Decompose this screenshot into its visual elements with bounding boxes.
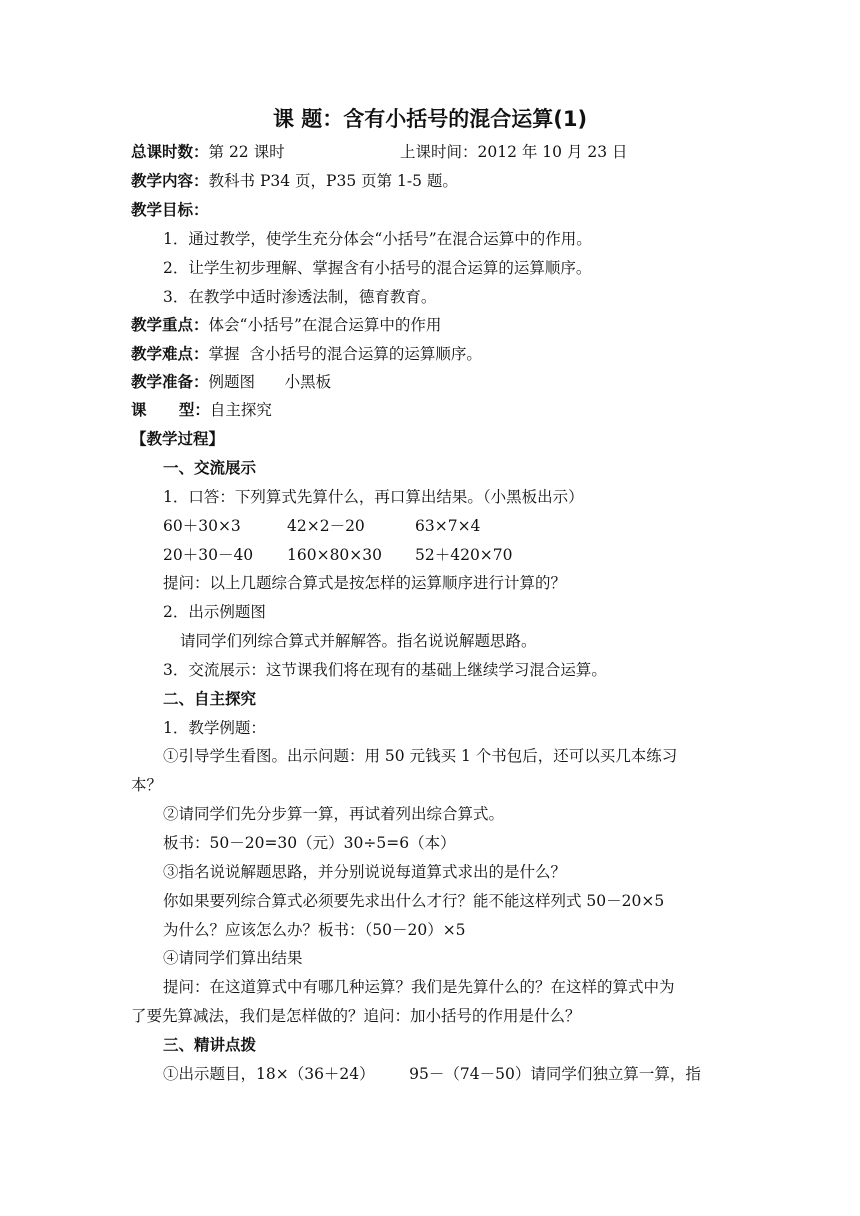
- section2-heading: 二、自主探究: [163, 690, 257, 708]
- difficulty-value: 掌握 含小括号的混合运算的运算顺序。: [208, 345, 482, 363]
- section2-p1a: ①引导学生看图。出示问题：用 50 元钱买 1 个书包后，还可以买几本练习: [163, 747, 678, 765]
- content-label: 教学内容：: [131, 172, 209, 190]
- expr-cell: 52＋420×70: [415, 546, 513, 564]
- section2-p3b: 你如果要列综合算式必须要先求出什么才行？能不能这样列式 50－20×5: [163, 892, 665, 910]
- total-label: 总课时数：: [131, 143, 209, 161]
- section2-board: 板书：50－20=30（元）30÷5=6（本）: [163, 834, 456, 852]
- section1-heading: 一、交流展示: [163, 459, 257, 477]
- meta-total: [131, 142, 285, 162]
- prep-label: 教学准备：: [131, 373, 209, 391]
- process-heading: 【教学过程】: [131, 430, 225, 448]
- goals-heading: 教学目标：: [131, 201, 209, 219]
- content-line: [131, 171, 458, 191]
- section1-q2: 2．出示例题图: [163, 603, 266, 621]
- expr-cell: 20＋30－40: [163, 546, 254, 564]
- section2-p1b: 本？: [131, 776, 163, 794]
- section2-p3c: 为什么？应该怎么办？板书：（50－20）×5: [163, 921, 466, 939]
- page-title: 课 题：含有小括号的混合运算(1): [272, 107, 588, 131]
- section1-q3: 3．交流展示：这节课我们将在现有的基础上继续学习混合运算。: [163, 661, 607, 679]
- total-value: 第 22 课时: [208, 143, 285, 161]
- section2-p5a: 提问：在这道算式中有哪几种运算？我们是先算什么的？在这样的算式中为: [163, 978, 675, 996]
- section2-p5b: 了要先算减法，我们是怎样做的？追问：加小括号的作用是什么？: [131, 1007, 581, 1025]
- section1-q1: 1．口答：下列算式先算什么，再口算出结果。（小黑板出示）: [163, 488, 584, 506]
- type-value: 自主探究: [209, 401, 272, 419]
- key-point-label: 教学重点：: [131, 316, 209, 334]
- section2-p4: ④请同学们算出结果: [163, 949, 303, 967]
- difficulty-label: 教学难点：: [131, 345, 209, 363]
- section2-item1: 1．教学例题：: [163, 719, 266, 737]
- goals-label: [131, 200, 209, 220]
- prep-value: 例题图 小黑板: [208, 373, 332, 391]
- expr-cell: 63×7×4: [415, 517, 481, 535]
- goal-item: 2．让学生初步理解、掌握含有小括号的混合运算的运算顺序。: [163, 259, 592, 277]
- content-value: 教科书 P34 页，P35 页第 1-5 题。: [208, 172, 458, 190]
- section2-p3: ③指名说说解题思路，并分别说说每道算式求出的是什么？: [163, 863, 567, 881]
- goal-item: 1．通过教学，使学生充分体会“小括号”在混合运算中的作用。: [163, 230, 592, 248]
- section1-ask: 提问：以上几题综合算式是按怎样的运算顺序进行计算的？: [163, 574, 567, 592]
- lesson-date: 上课时间：2012 年 10 月 23 日: [400, 143, 628, 161]
- type-line: [131, 400, 272, 420]
- expr-cell: 42×2－20: [287, 517, 365, 535]
- goal-item: 3．在教学中适时渗透法制，德育教育。: [163, 288, 437, 306]
- prep-line: [131, 372, 331, 392]
- expr-cell: 60＋30×3: [163, 517, 241, 535]
- section3-p1: ①出示题目，18×（36＋24） 95－（74－50）请同学们独立算一算，指: [163, 1065, 701, 1083]
- expr-cell: 160×80×30: [287, 546, 383, 564]
- difficulty-line: [131, 344, 482, 364]
- type-label: 课 型：: [131, 401, 210, 419]
- section1-q2-detail: 请同学们列综合算式并解解答。指名说说解题思路。: [180, 632, 537, 650]
- key-point-line: [131, 315, 441, 335]
- key-point-value: 体会“小括号”在混合运算中的作用: [208, 316, 442, 334]
- section2-p2: ②请同学们先分步算一算，再试着列出综合算式。: [163, 805, 505, 823]
- section3-heading: 三、精讲点拨: [163, 1036, 257, 1054]
